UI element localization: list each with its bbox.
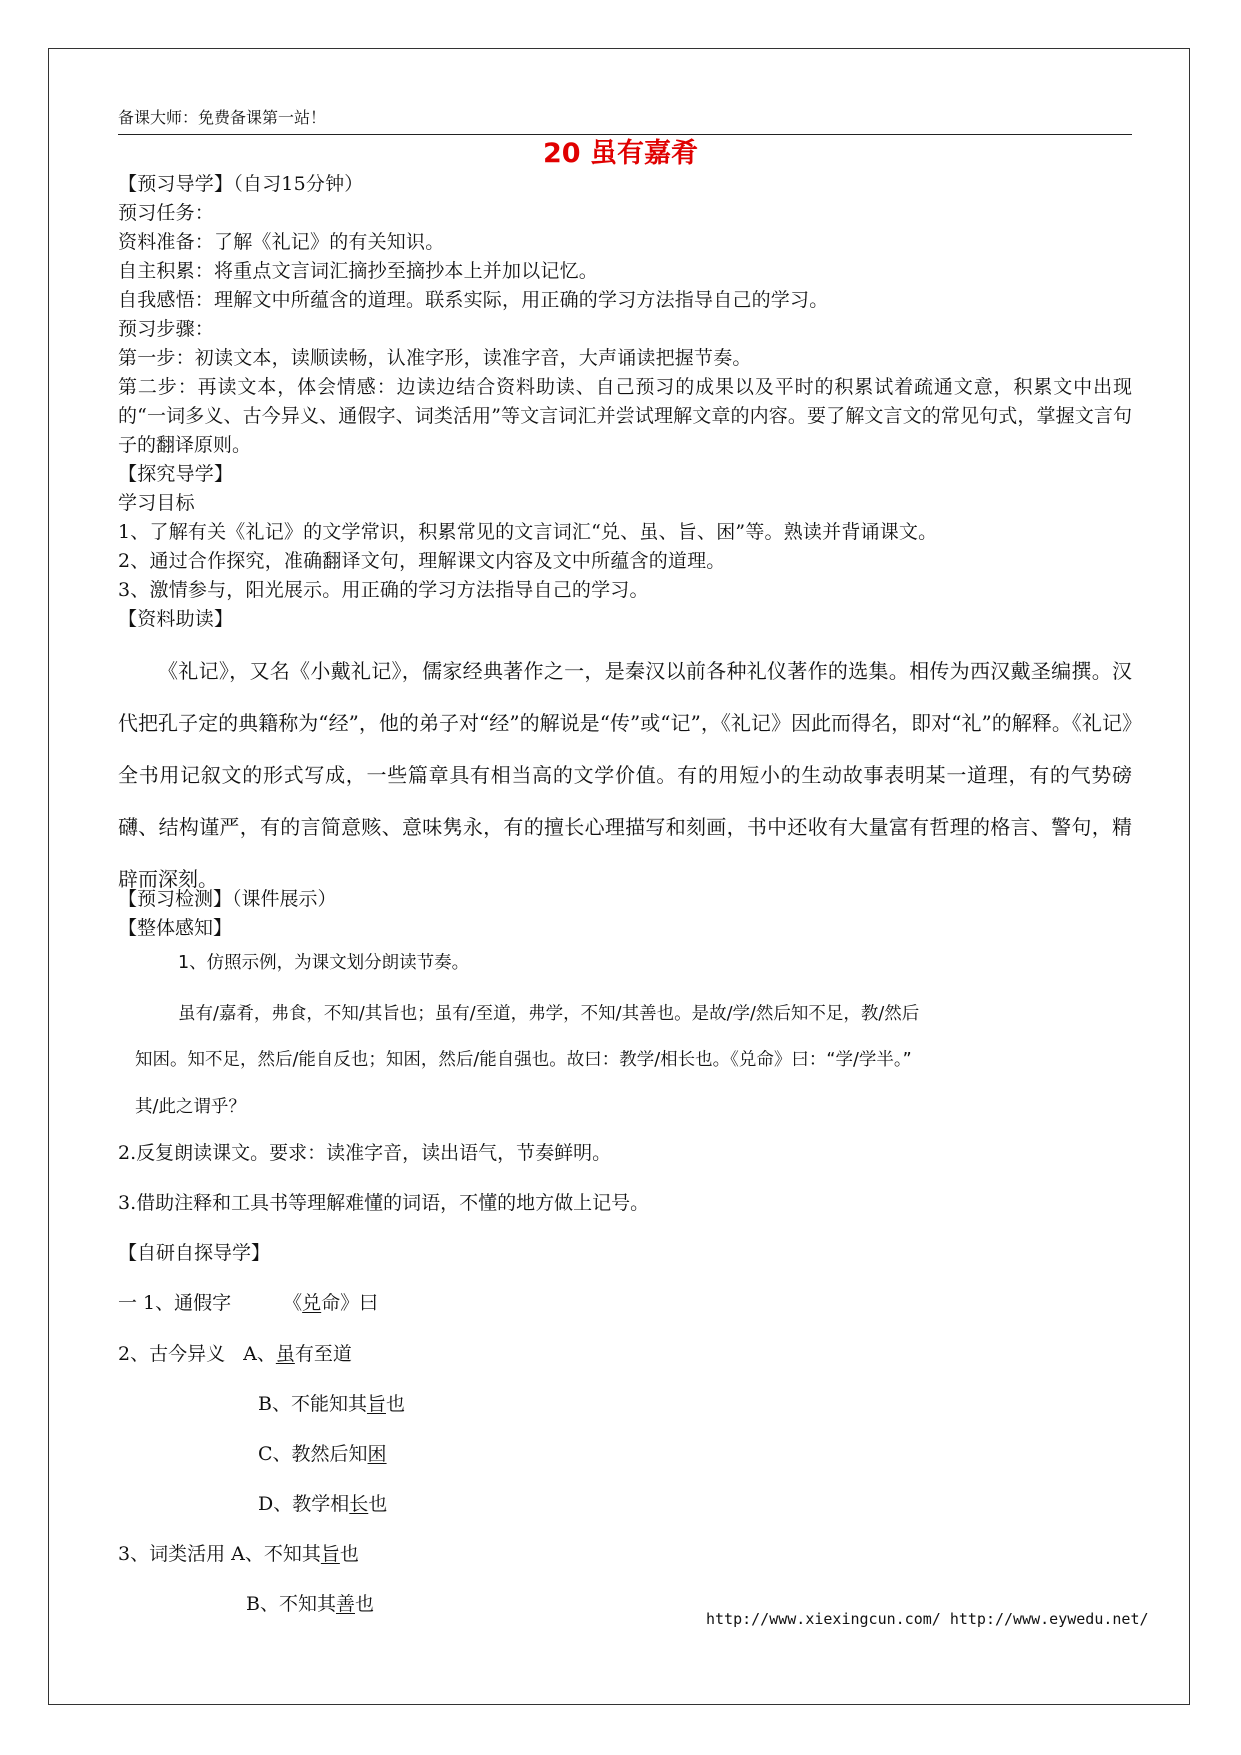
study-item-3 bbox=[118, 1539, 359, 1566]
study-item-3-b bbox=[246, 1589, 374, 1616]
study-item-2 bbox=[118, 1339, 352, 1366]
book-mark-open: 《 bbox=[283, 1292, 303, 1314]
check-question-3: 3.借助注释和工具书等理解难懂的词语，不懂的地方做上记号。 bbox=[118, 1192, 650, 1214]
study-item-2-label: 2、古今异义 bbox=[118, 1343, 226, 1365]
rhythm-line-1: 虽有/嘉肴，弗食，不知/其旨也；虽有/至道，弗学，不知/其善也。是故/学/然后知不足，教/然后 bbox=[178, 1004, 920, 1024]
study-item-2-d bbox=[258, 1489, 387, 1516]
underlined-word-zhang: 长 bbox=[349, 1493, 369, 1515]
preview-step-1: 第一步：初读文本，读顺读畅，认准字形，读准字音，大声诵读把握节奏。 bbox=[118, 347, 752, 369]
preview-task-label: 预习任务： bbox=[118, 202, 215, 224]
preview-steps-label: 预习步骤： bbox=[118, 318, 215, 340]
option-c-prefix: C、教然后知 bbox=[258, 1443, 368, 1465]
preview-section bbox=[118, 170, 1132, 634]
study-item-1-rest: 命》曰 bbox=[321, 1292, 379, 1314]
preview-item-2: 自主积累：将重点文言词汇摘抄至摘抄本上并加以记忆。 bbox=[118, 260, 599, 282]
study-heading: 【自研自探导学】 bbox=[118, 1242, 271, 1264]
option-d-prefix: D、教学相 bbox=[258, 1493, 350, 1515]
explore-goals-label: 学习目标 bbox=[118, 492, 195, 514]
rhythm-question: 1、仿照示例，为课文划分朗读节奏。 bbox=[178, 953, 470, 973]
preview-item-1: 资料准备：了解《礼记》的有关知识。 bbox=[118, 231, 445, 253]
preview-step-2: 第二步：再读文本，体会情感：边读边结合资料助读、自己预习的成果以及平时的积累试着疏通文意，积累文中出现的“一词多义、古今异义、通假字、词类活用”等文言词汇并尝试理解文章的内容。要了解文言文的常见句式，掌握文言句子的翻译原则。 bbox=[118, 376, 1132, 456]
option-b-rest: 也 bbox=[385, 1393, 405, 1415]
study-item-1 bbox=[118, 1288, 378, 1315]
underlined-word-sui: 虽 bbox=[275, 1343, 295, 1365]
underlined-word-zhi: 旨 bbox=[366, 1393, 386, 1415]
option-a-rest: 有至道 bbox=[294, 1343, 352, 1365]
rhythm-line-2: 知困。知不足，然后/能自反也；知困，然后/能自强也。故曰：教学/相长也。《兑命》曰：“学/学半。” bbox=[135, 1050, 912, 1070]
study-item-2-b bbox=[258, 1389, 405, 1416]
underlined-word-dui: 兑 bbox=[302, 1292, 322, 1314]
study-item-3-label: 3、词类活用 A、不知其 bbox=[118, 1543, 321, 1565]
check-question-2: 2.反复朗读课文。要求：读准字音，读出语气，节奏鲜明。 bbox=[118, 1142, 612, 1164]
study-item-3-b-rest: 也 bbox=[354, 1593, 374, 1615]
explore-goal-1: 1、了解有关《礼记》的文学常识，积累常见的文言词汇“兑、虽、旨、困”等。熟读并背诵课文。 bbox=[118, 521, 938, 543]
preview-item-3: 自我感悟：理解文中所蕴含的道理。联系实际，用正确的学习方法指导自己的学习。 bbox=[118, 289, 829, 311]
explore-goal-2: 2、通过合作探究，准确翻译文句，理解课文内容及文中所蕴含的道理。 bbox=[118, 550, 726, 572]
study-item-3-a-rest: 也 bbox=[339, 1543, 359, 1565]
footer-urls: http://www.xiexingcun.com/ http://www.eywedu.net/ bbox=[706, 1610, 1149, 1628]
overall-heading: 【整体感知】 bbox=[118, 917, 233, 939]
page-header bbox=[118, 106, 1132, 135]
preview-heading: 【预习导学】（自习15分钟） bbox=[118, 173, 364, 195]
header-site-text: 备课大师：免费备课第一站！ bbox=[118, 108, 327, 127]
option-a-prefix: A、 bbox=[243, 1343, 276, 1365]
study-item-1-label: 一 1、通假字 bbox=[118, 1292, 232, 1314]
explore-goal-3: 3、激情参与，阳光展示。用正确的学习方法指导自己的学习。 bbox=[118, 579, 649, 601]
underlined-word-shan: 善 bbox=[335, 1593, 355, 1615]
underlined-word-zhi-2: 旨 bbox=[320, 1543, 340, 1565]
document-title: 20 虽有嘉肴 bbox=[543, 138, 698, 169]
study-item-2-c bbox=[258, 1439, 387, 1466]
option-d-rest: 也 bbox=[368, 1493, 388, 1515]
check-heading: 【预习检测】（课件展示） bbox=[118, 888, 337, 910]
underlined-word-kun: 困 bbox=[367, 1443, 387, 1465]
explore-heading: 【探究导学】 bbox=[118, 463, 234, 485]
rhythm-line-3: 其/此之谓乎？ bbox=[135, 1097, 246, 1117]
reading-material-paragraph: 《礼记》，又名《小戴礼记》，儒家经典著作之一，是秦汉以前各种礼仪著作的选集。相传为西汉戴圣编撰。汉代把孔子定的典籍称为“经”，他的弟子对“经”的解说是“传”或“记”，《礼记》因此而得名，即对“礼”的解释。《礼记》全书用记叙文的形式写成，一些篇章具有相当高的文学价值。有的用短小的生动故事表明某一道理，有的气势磅礴、结构谨严，有的言简意赅、意味隽永，有的擅长心理描写和刻画，书中还收有大量富有哲理的格言、警句，精辟而深刻。 bbox=[118, 659, 1132, 891]
material-heading: 【资料助读】 bbox=[118, 608, 234, 630]
option-b-prefix: B、不能知其 bbox=[258, 1393, 367, 1415]
study-item-3-b-prefix: B、不知其 bbox=[246, 1593, 336, 1615]
